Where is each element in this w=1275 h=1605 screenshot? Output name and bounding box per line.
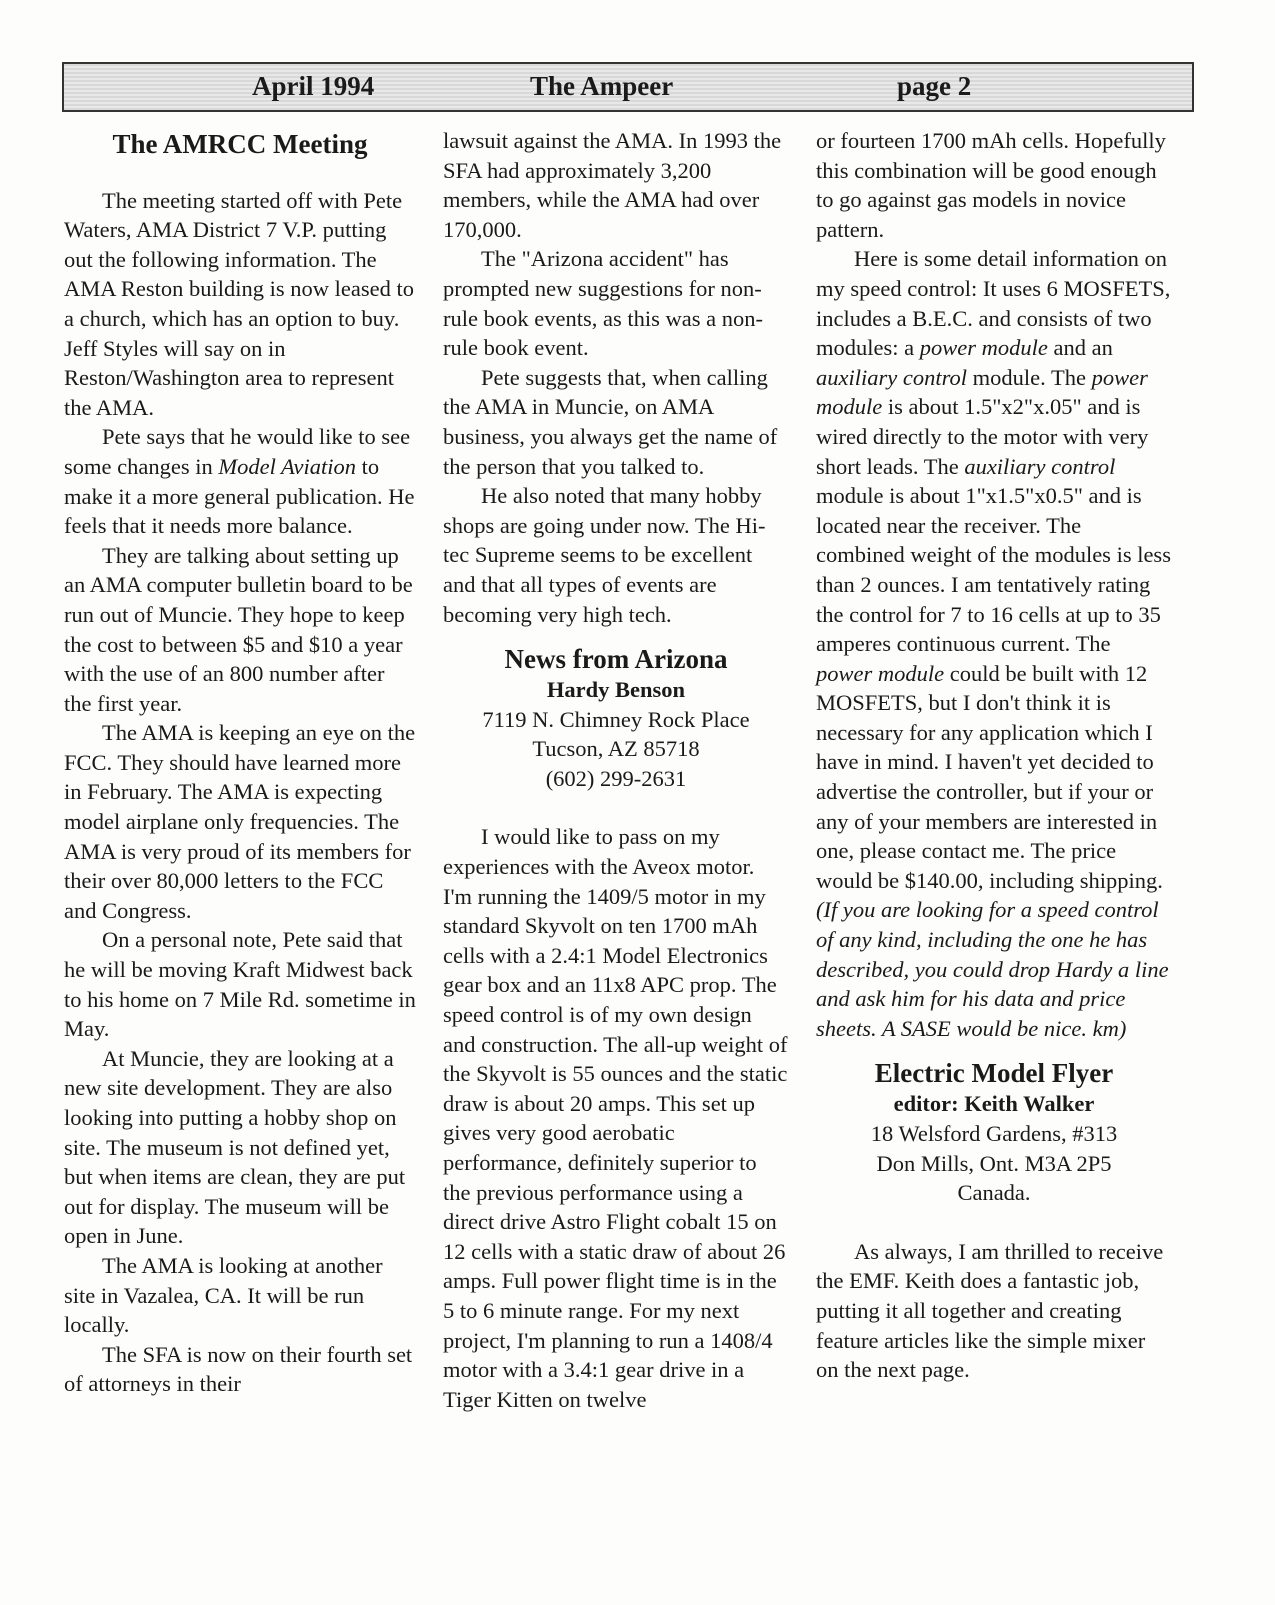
paragraph: The "Arizona accident" has prompted new suggestions for non-rule book events, as this was a non-rule book event. — [443, 246, 763, 361]
paragraph: Pete says that he would like to see some changes in Model Aviation to make it a more general publication. He feels that it needs more balance. — [64, 424, 415, 539]
paragraph: Here is some detail information on my speed control: It uses 6 MOSFETS, includes a B.E.C. and consists of two modules: a power module and an auxiliary control module. The power module is about 1.5"x2"x.05" and is wired directly to the motor with very short leads. The auxiliary control module is about 1"x1.5"x0.5" and is located near the receiver. The combined weight of the modules is less than 2 ounces. I am tentatively rating the control for 7 to 16 cells at up to 35 amperes continuous current. The power module could be built with 12 MOSFETS, but I don't think it is necessary for any application which I have in mind. I haven't yet decided to advertise the controller, but if your or any of your members are interested in one, please contact me. The price would be $140.00, including shipping. — [816, 246, 1171, 893]
paragraph: At Muncie, they are looking at a new site development. They are also looking into putting a hobby shop on site. The museum is not defined yet, but when items are clean, they are put out for display. The museum will be open in June. — [64, 1045, 406, 1249]
column-2 — [443, 126, 789, 1414]
paragraph: They are talking about setting up an AMA computer bulletin board to be run out of Muncie. They hope to keep the cost to between $5 and $10 a year with the use of an 800 number after the first year. — [64, 542, 413, 716]
paragraph: Pete suggests that, when calling the AMA in Muncie, on AMA business, you always get the name of the person that you talked to. — [443, 364, 778, 479]
paragraph: As always, I am thrilled to receive the EMF. Keith does a fantastic job, putting it all together and creating feature articles like the simple mixer on the next page. — [816, 1238, 1164, 1383]
editor-name: editor: Keith Walker — [893, 1091, 1095, 1117]
paragraph: lawsuit against the AMA. In 1993 the SFA had approximately 3,200 members, while the AMA had over 170,000. — [443, 128, 782, 242]
address-line: 7119 N. Chimney Rock Place — [482, 706, 750, 732]
paragraph: I would like to pass on my experiences with the Aveox motor. I'm running the 1409/5 motor in my standard Skyvolt on ten 1700 mAh cells with a 2.4:1 Model Electronics gear box and an 11x8 APC prop. The speed control is of my own design and construction. The all-up weight of the Skyvolt is 55 ounces and the static draw is about 20 amps. This set up gives very good aerobatic performance, definitely superior to the previous performance using a direct drive Astro Flight cobalt 15 on 12 cells with a static draw of about 26 amps. Full power flight time is in the 5 to 6 minute range. For my next project, I'm planning to run a 1408/4 motor with a 3.4:1 gear drive in a Tiger Kitten on twelve — [443, 824, 788, 1412]
paragraph: The AMA is looking at another site in Vazalea, CA. It will be run locally. — [64, 1252, 383, 1338]
paragraph: He also noted that many hobby shops are going under now. The Hi-tec Supreme seems to be excellent and that all types of events are becoming very high tech. — [443, 483, 766, 627]
header-date: April 1994 — [252, 71, 375, 101]
editor-note: (If you are looking for a speed control of any kind, including the one he has described, you could drop Hardy a line and ask him for his data and price sheets. A SASE would be nice. km) — [816, 897, 1169, 1041]
column-3 — [816, 126, 1172, 1385]
paragraph: The meeting started off with Pete Waters, AMA District 7 V.P. putting out the following information. The AMA Reston building is now leased to a church, which has an option to buy. Jeff Styles will say on in Reston/Washington area to represent the AMA. — [64, 187, 414, 420]
article-heading-emf: Electric Model Flyer — [874, 1058, 1114, 1089]
address-line: 18 Welsford Gardens, #313 — [870, 1121, 1118, 1146]
address-line: Canada. — [957, 1180, 1031, 1206]
article-heading-arizona: News from Arizona — [504, 644, 728, 675]
paragraph: or fourteen 1700 mAh cells. Hopefully this combination will be good enough to go against gas models in novice pattern. — [816, 128, 1166, 242]
article-heading-amrcc: The AMRCC Meeting — [112, 129, 368, 159]
address-line: Don Mills, Ont. M3A 2P5 — [876, 1150, 1112, 1176]
header-page: page 2 — [897, 71, 972, 101]
header-title: The Ampeer — [530, 71, 674, 101]
page-header — [62, 62, 1194, 112]
paragraph: The AMA is keeping an eye on the FCC. They should have learned more in February. The AMA is expecting model airplane only frequencies. The AMA is very proud of its members for their over 80,000 letters to the FCC and Congress. — [64, 720, 416, 923]
author-name: Hardy Benson — [546, 677, 686, 703]
address-line: Tucson, AZ 85718 — [532, 736, 700, 762]
paragraph: On a personal note, Pete said that he will be moving Kraft Midwest back to his home on 7 Mile Rd. sometime in May. — [64, 927, 416, 1042]
phone-number: (602) 299-2631 — [545, 765, 687, 791]
paragraph: The SFA is now on their fourth set of attorneys in their — [64, 1341, 413, 1397]
column-1 — [64, 126, 416, 1399]
